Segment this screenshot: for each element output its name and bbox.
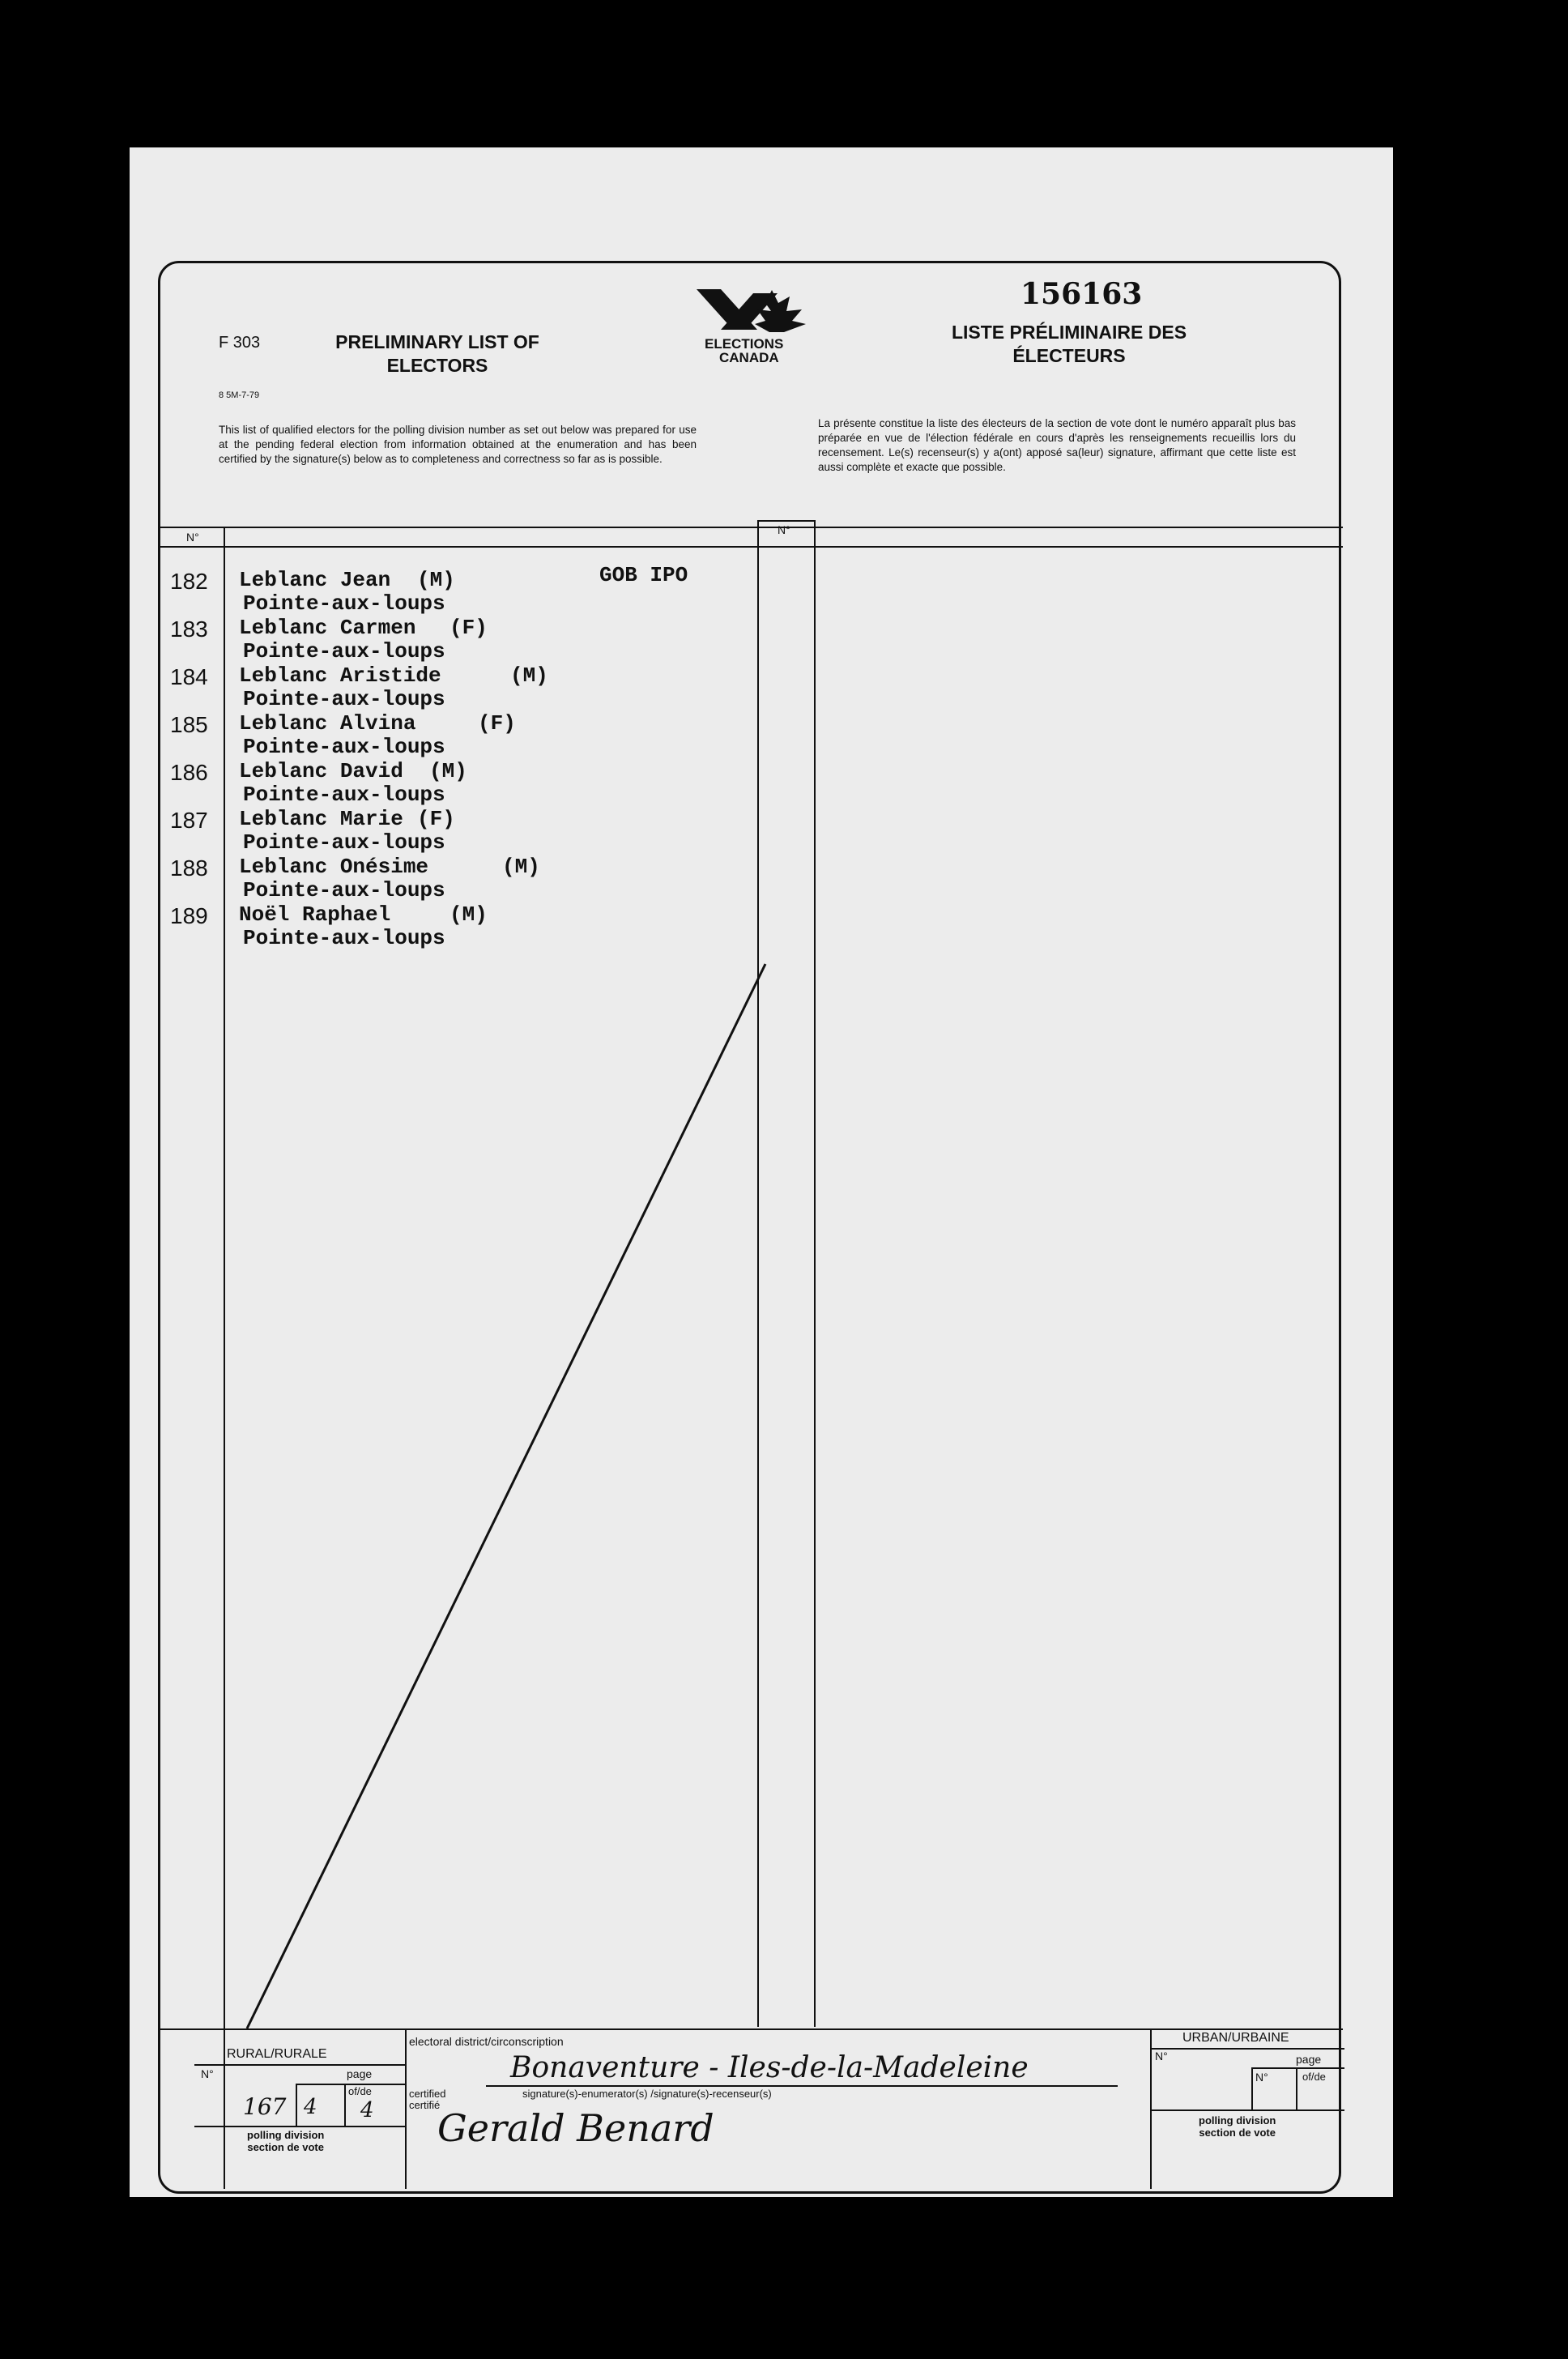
cancellation-line [130,147,1393,2197]
elector-number: 186 [170,760,208,785]
certified-label: certified certifié [409,2088,446,2111]
district-value: Bonaventure - Iles-de-la-Madeleine [510,2051,1029,2084]
elector-sex: (F) [417,807,455,831]
annotation-code: GOB IPO [599,563,688,587]
enumerator-signature: Gerald Benard [437,2106,714,2150]
urban-polling-label: polling division section de vote [1199,2114,1276,2139]
elector-sex: (M) [502,855,540,879]
print-code: 8 5M-7-79 [219,390,260,400]
title-french: LISTE PRÉLIMINAIRE DES ÉLECTEURS [951,322,1187,366]
elector-name: Leblanc Aristide [239,663,441,688]
elector-name: Leblanc Jean [239,568,391,592]
rural-page-label: page [347,2067,373,2080]
intro-english: This list of qualified electors for the polling division number as set out below was prepared for use at the pending federal election from information obtained at the enumeration and has been certified by the signature(s) below as to completeness and correctness so far as is possible. [219,424,697,465]
polling-division-number: 167 [243,2093,287,2120]
elector-number: 182 [170,569,208,594]
rural-rule [194,2064,405,2066]
urban-label: URBAN/URBAINE [1182,2031,1289,2045]
page-div-2 [344,2084,346,2126]
urban-of-label: of/de [1302,2071,1326,2083]
rural-no-label: N° [201,2067,214,2080]
elector-sex: (M) [429,759,467,783]
elector-sex: (F) [478,711,516,736]
urban-page-label: page [1296,2053,1322,2066]
form-sheet [130,147,1393,2197]
elector-sex: (M) [417,568,455,592]
page-total: 4 [360,2098,374,2122]
elector-name: Leblanc Onésime [239,855,429,879]
elector-number: 188 [170,855,208,881]
elector-sex: (M) [450,902,488,927]
urban-no-label: N° [1155,2050,1168,2063]
urban-rule [1150,2048,1344,2050]
urban-page-div-1 [1251,2067,1253,2109]
elector-sex: (F) [450,616,488,640]
logo-text-elections: ELECTIONS [705,336,784,352]
rural-bottom-rule [194,2126,405,2127]
page-div-1 [296,2084,297,2126]
footer-divider-right [1150,2028,1152,2189]
signature-label: signature(s)-enumerator(s) /signature(s)-recenseur(s) [522,2088,772,2100]
elector-address: Pointe-aux-loups [243,926,445,950]
page-of-label: of/de [348,2085,372,2097]
col-no-left: N° [186,531,199,544]
district-underline [486,2085,1118,2087]
urban-bottom-rule [1150,2109,1344,2111]
title-english: PRELIMINARY LIST OF ELECTORS [335,331,539,376]
elector-name: Leblanc Alvina [239,711,416,736]
elector-number: 184 [170,664,208,689]
elector-name: Noël Raphael [239,902,391,927]
elector-address: Pointe-aux-loups [243,878,445,902]
elector-address: Pointe-aux-loups [243,783,445,807]
elector-address: Pointe-aux-loups [243,591,445,616]
urban-page-rule [1251,2067,1344,2069]
elector-address: Pointe-aux-loups [243,830,445,855]
elector-name: Leblanc David [239,759,403,783]
form-serial-number: 156163 [1020,277,1143,311]
elector-number: 183 [170,616,208,642]
form-code: F 303 [219,334,261,352]
logo-text-canada: CANADA [719,350,779,365]
intro-french: La présente constitue la liste des électeurs de la section de vote dont le numéro apparaît plus bas préparée en vue de l'élection fédérale en cours d'après les renseignements recueillis lors du recensement. Le(s) recenseur(s) y a(ont) apposé sa(leur) signature, affirmant que cette liste est aussi complète et exacte que possible. [818,417,1296,473]
footer-rule [160,2028,1343,2030]
elector-number: 189 [170,903,208,928]
urban-page-no-label: N° [1255,2071,1268,2084]
page-number: 4 [304,2095,317,2119]
elector-number: 187 [170,808,208,833]
polling-division-label: polling division section de vote [247,2129,325,2153]
elector-name: Leblanc Carmen [239,616,416,640]
col-no-right: N° [778,523,790,536]
district-label: electoral district/circonscription [409,2035,564,2048]
elector-address: Pointe-aux-loups [243,735,445,759]
elector-address: Pointe-aux-loups [243,687,445,711]
elector-name: Leblanc Marie [239,807,403,831]
elector-address: Pointe-aux-loups [243,639,445,663]
rural-label: RURAL/RURALE [227,2047,327,2061]
urban-page-div-2 [1296,2067,1297,2109]
footer-divider-left [405,2028,407,2189]
elector-number: 185 [170,712,208,737]
elector-sex: (M) [510,663,548,688]
